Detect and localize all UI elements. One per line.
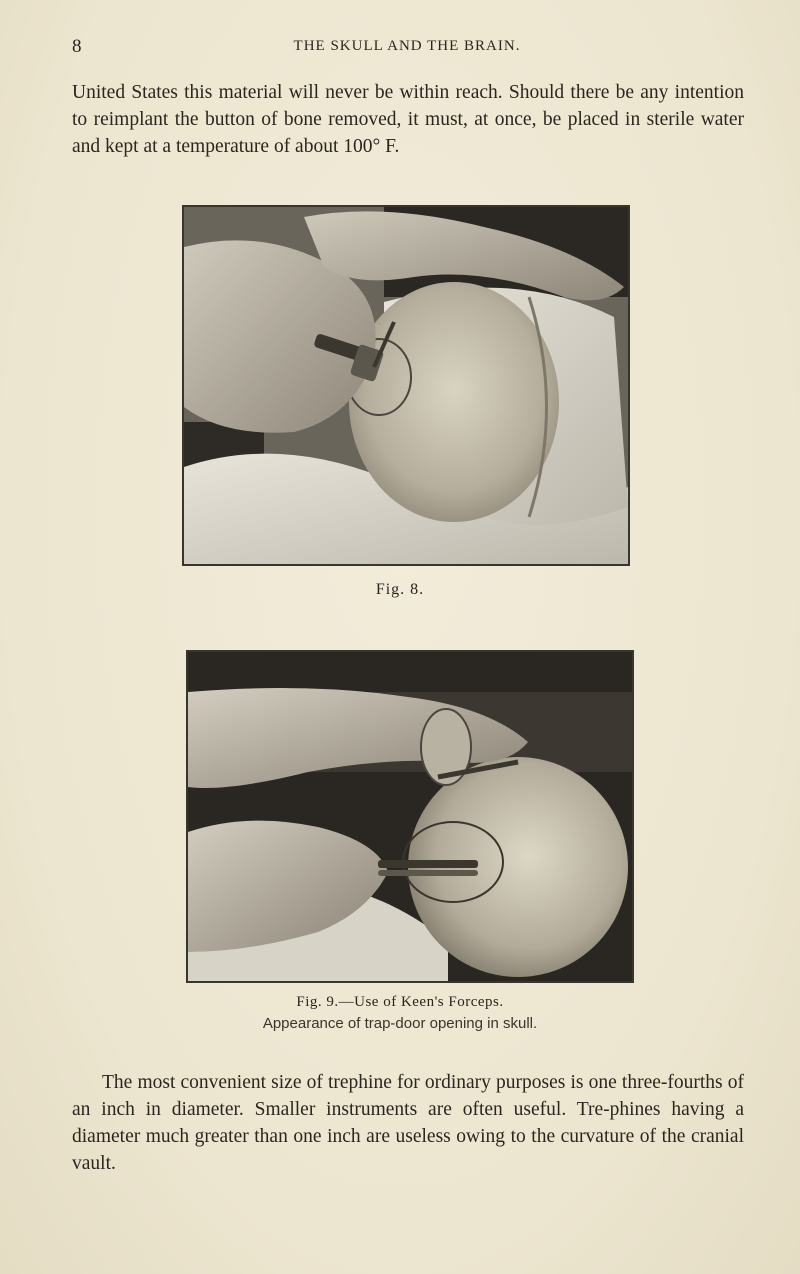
figure-9-photo xyxy=(186,650,634,983)
figure-8-photo xyxy=(182,205,630,566)
figure-8-caption: Fig. 8. xyxy=(375,581,425,598)
forceps-instrument xyxy=(378,860,478,868)
shaved-head-shape xyxy=(349,282,559,522)
trephine-photo-illustration xyxy=(184,207,628,564)
paragraph-bottom: The most convenient size of trephine for ordinary purposes is one three-fourths of an inch in diameter. Smaller instruments are often useful. Tre-phines having a diameter much greater than one inch are useless owing to the curvature of the cranial vault. xyxy=(72,1072,744,1174)
paragraph-top: United States this material will never be within reach. Should there be any intention to reimplant the button of bone removed, it must, at once, be placed in sterile water and kept at a temperature of about 100° F. xyxy=(72,82,744,157)
figure-9-caption-title: Fig. 9.—Use of Keen's Forceps. xyxy=(296,994,504,1010)
page-number: 8 xyxy=(72,36,82,57)
page-header xyxy=(72,36,742,60)
figure-9-caption-subtitle: Appearance of trap-door opening in skull. xyxy=(262,1015,538,1032)
forceps-photo-illustration xyxy=(188,652,632,981)
running-head: THE SKULL AND THE BRAIN. xyxy=(293,38,521,54)
